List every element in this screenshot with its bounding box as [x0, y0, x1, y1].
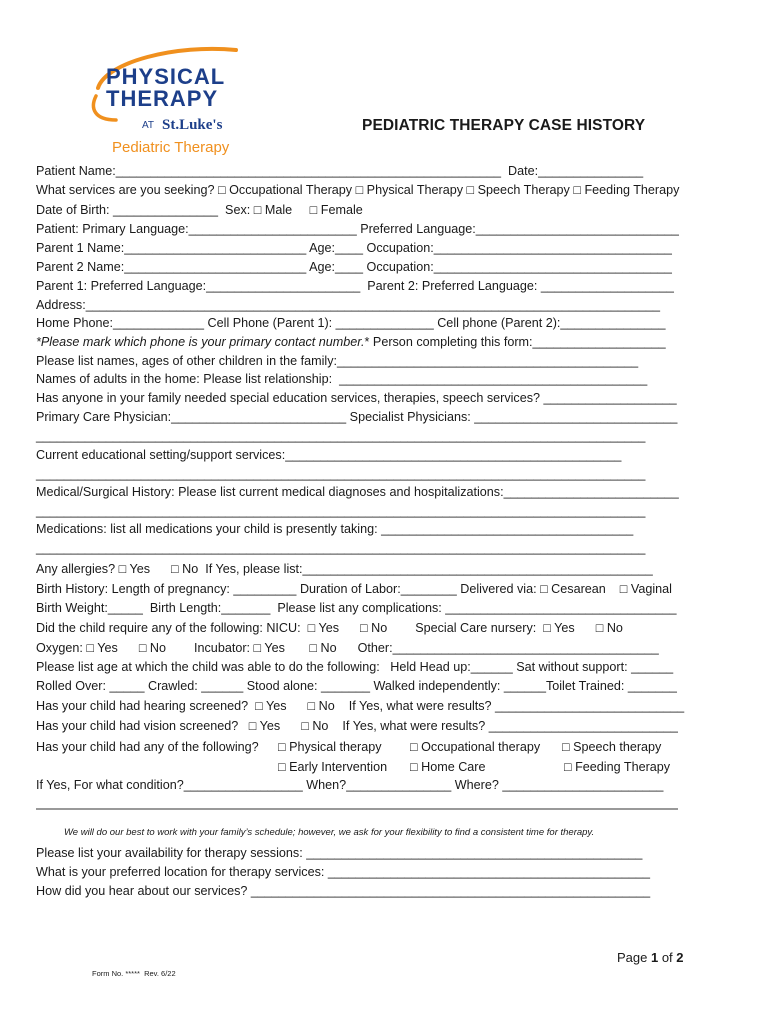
phone-line: Home Phone:_____________ Cell Phone (Parent 1): ______________ Cell phone (Parent 2):_______________ [36, 316, 666, 330]
nicu-line: Did the child require any of the following: NICU: □ Yes □ No Special Care nursery: □ Yes □ No [36, 621, 623, 635]
medications-continued-line: _______________________________________________________________________________________ [36, 541, 646, 555]
physician-line: Primary Care Physician:_________________________ Specialist Physicians: _____________________________ [36, 410, 678, 424]
logo-at: AT [142, 120, 155, 131]
page-total: 2 [676, 950, 684, 965]
language-line: Patient: Primary Language:________________________ Preferred Language:_____________________________ [36, 222, 679, 236]
option-feeding-therapy[interactable]: □ Feeding Therapy [564, 760, 671, 774]
page-number [617, 950, 684, 965]
vision-line: Has your child had vision screened? □ Yes □ No If Yes, what were results? ___________________________ [36, 719, 678, 733]
birth-history-line: Birth History: Length of pregnancy: _________ Duration of Labor:________ Delivered via: □ Cesarean □ Vaginal [36, 582, 672, 596]
option-occupational-therapy[interactable]: □ Occupational therapy [410, 740, 541, 754]
page-current: 1 [650, 950, 659, 965]
page-of: of [658, 950, 677, 965]
adults-line: Names of adults in the home: Please list relationship: ____________________________________________ [36, 372, 648, 386]
heard-about-line: How did you hear about our services? _________________________________________________________ [36, 884, 651, 898]
option-speech-therapy[interactable]: □ Speech therapy [562, 740, 662, 754]
parent1-line: Parent 1 Name:__________________________ Age:____ Occupation:__________________________________ [36, 241, 672, 255]
special-education-line: Has anyone in your family needed special education services, therapies, speech services? ___________________ [36, 391, 677, 405]
page-prefix: Page [617, 950, 651, 965]
parent2-line: Parent 2 Name:__________________________ Age:____ Occupation:__________________________________ [36, 260, 672, 274]
if-yes-condition-line: If Yes, For what condition?_________________ When?_______________ Where? _______________________ [36, 778, 664, 792]
oxygen-line: Oxygen: □ Yes □ No Incubator: □ Yes □ No Other:______________________________________ [36, 641, 659, 655]
contact-note-line [36, 334, 666, 350]
dob-sex-line: Date of Birth: _______________ Sex: □ Male □ Female [36, 203, 363, 217]
milestones-line: Please list age at which the child was able to do the following: Held Head up:______ Sat without support: ______ [36, 660, 674, 674]
parent-language-line: Parent 1: Preferred Language:______________________ Parent 2: Preferred Language: ___________________ [36, 279, 674, 293]
educational-setting-line: Current educational setting/support services:________________________________________________ [36, 448, 622, 462]
st-lukes-physical-therapy-logo [86, 42, 256, 157]
option-home-care[interactable]: □ Home Care [410, 760, 486, 774]
form-number: Form No. ***** Rev. 6/22 [92, 969, 176, 978]
birth-weight-line: Birth Weight:_____ Birth Length:_______ Please list any complications: _________________________________ [36, 601, 677, 615]
patient-name-line: Patient Name:_______________________________________________________ Date:_______________ [36, 164, 644, 178]
option-physical-therapy[interactable]: □ Physical therapy [278, 740, 382, 754]
address-line: Address:__________________________________________________________________________________ [36, 298, 661, 312]
contact-note-rest: * Person completing this form:___________________ [364, 335, 666, 349]
section-divider [36, 808, 678, 810]
option-early-intervention[interactable]: □ Early Intervention [278, 760, 388, 774]
medications-line: Medications: list all medications your child is presently taking: ____________________________________ [36, 522, 634, 536]
services-line: What services are you seeking? □ Occupational Therapy □ Physical Therapy □ Speech Therapy □ Feeding Therapy [36, 183, 680, 197]
logo-org: St.Luke's [162, 117, 223, 133]
educational-continued-line: _______________________________________________________________________________________ [36, 467, 646, 481]
availability-line: Please list your availability for therapy sessions: ________________________________________________ [36, 846, 643, 860]
form-title: PEDIATRIC THERAPY CASE HISTORY [362, 117, 646, 134]
any-following-question: Has your child had any of the following? [36, 740, 259, 754]
contact-note-italic: *Please mark which phone is your primary contact number. [36, 335, 365, 349]
milestones-continued-line: Rolled Over: _____ Crawled: ______ Stood alone: _______ Walked independently: ______Toilet Trained: _______ [36, 679, 677, 693]
logo-line2: THERAPY [106, 86, 219, 111]
other-children-line: Please list names, ages of other children in the family:___________________________________________ [36, 354, 639, 368]
medical-history-line: Medical/Surgical History: Please list current medical diagnoses and hospitalizations:_________________________ [36, 485, 679, 499]
allergies-line: Any allergies? □ Yes □ No If Yes, please list:__________________________________________________ [36, 562, 653, 576]
logo-sub: Pediatric Therapy [112, 139, 230, 156]
schedule-note: We will do our best to work with your family’s schedule; however, we ask for your flexibility to find a consistent time for therapy. [64, 827, 595, 838]
medical-continued-line: _______________________________________________________________________________________ [36, 504, 646, 518]
logo-line1: PHYSICAL [106, 64, 226, 89]
physician-continued-line: _______________________________________________________________________________________ [36, 429, 646, 443]
logo-graphic [86, 42, 256, 157]
preferred-location-line: What is your preferred location for therapy services: ______________________________________________ [36, 865, 651, 879]
hearing-line: Has your child had hearing screened? □ Yes □ No If Yes, what were results? ___________________________ [36, 699, 685, 713]
